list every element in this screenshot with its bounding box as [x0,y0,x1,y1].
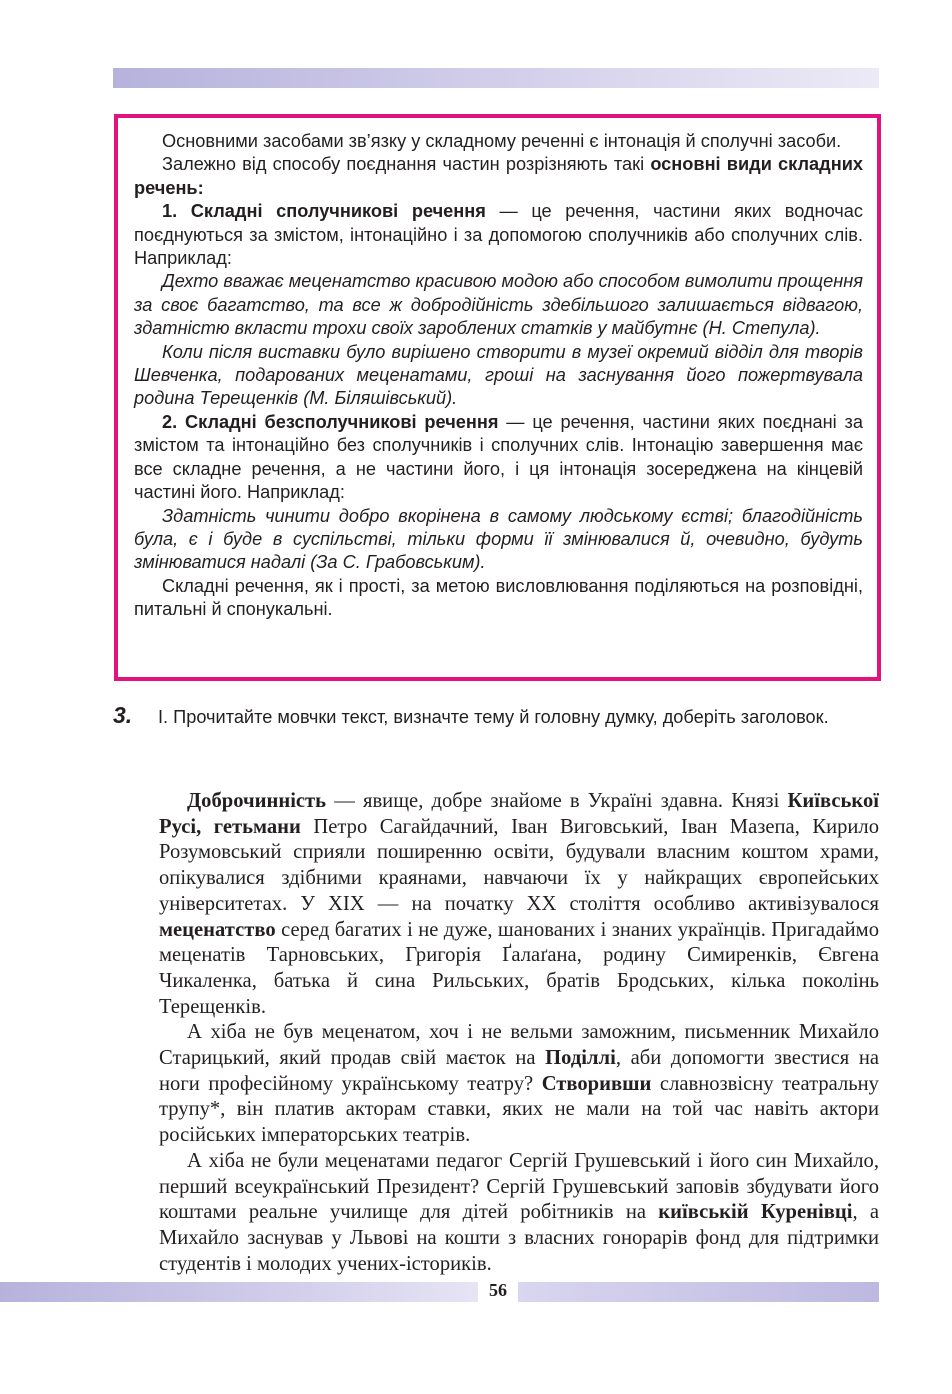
text-paragraph [159,1149,879,1278]
rule-paragraph [134,153,863,200]
rule-paragraph [134,411,863,505]
highlighted-word: київській Куренівці [658,1201,853,1224]
exercise-3 [113,702,879,729]
rule-term: основні види складних речень: [134,154,863,198]
header-decorative-bar [113,68,879,88]
rule-paragraph: Основними засобами зв’язку у складному реченні є інтонація й сполучні засоби. [162,131,842,151]
rule-text: — це речення, частини яких поєднані за змістом та інтонаційно без сполучників і сполучних слів. Інтонацію завершення має все складне речення, а не частини його, і ця інтонація зосереджена на кінцевій частині його. Наприклад: [134,411,863,503]
text-paragraph [159,1020,879,1149]
rule-paragraph: Складні речення, як і прості, за метою висловлювання поділяються на розповідні, питальні й спонукальні. [134,575,863,620]
exercise-number: 3. [113,702,133,728]
exercise-instruction: І. Прочитайте мовчки текст, визначте тему й головну думку, доберіть заголовок. [158,707,829,727]
rule-example: Коли після виставки було вирішено створити в музеї окремий відділ для творів Шевченка, подарованих меценатами, гроші на заснування його пожертвувала родина Терещенків (М. Біляшівський). [134,341,863,409]
text-run: А хіба не були меценатами педагог Сергій Грушевський і його син Михайло, перший всеукраїнський Президент? Сергій Грушевський заповів збудувати його коштами реальне училище для дітей робітників на [159,1149,879,1224]
text-run: , аби допомогти звестися на ноги професійному українському театру? [159,1047,879,1095]
highlighted-word: Поділлі [545,1047,616,1070]
rule-text: — це речення, частини яких водночас поєднуються за змістом, інтонаційно і за допомогою сполучників або сполучних слів. Наприклад: [134,201,863,269]
theory-rule-box [114,114,881,681]
text-run: славнозвісну театральну трупу*, він платив акторам ставки, яких не мали на той час навіть актори російських імператорських театрів. [159,1072,879,1147]
rule-example: Дехто вважає меценатство красивою модою або способом вимолити прощення за своє багатство, та все ж добродійність здебільшого залишається відвагою, здатністю вкласти трохи своїх зароблених статків у майбутнє (Н. Степула). [134,271,863,339]
footer-decorative-bar-right [518,1282,879,1302]
footer-decorative-bar-left [0,1282,478,1302]
highlighted-word: Київської Русі, гетьмани [159,790,879,838]
text-run: , а Михайло заснував у Львові на кошти з власних гонорарів фонд для підтримки студентів і молодих учених-істориків. [159,1201,879,1275]
rule-text: Залежно від способу поєднання частин розрізняють такі [162,154,651,175]
highlighted-word: Створивши [541,1072,652,1095]
page-number: 56 [489,1280,507,1300]
text-run: — явище, добре знайоме в Україні здавна. Князі [326,790,788,812]
text-run: А хіба не був меценатом, хоч і не вельми заможним, письменник Михайло Старицький, який продав свій маєток на [159,1021,879,1070]
highlighted-word: Доброчинність [187,790,327,812]
reading-text [159,789,879,1277]
rule-term: 2. Складні безсполучникові речення [162,411,499,432]
text-run: серед багатих і не дуже, шанованих і знаних українців. Пригадаймо меценатів Тарновських, Григорія Ґалаґана, родину Симиренків, Євгена Чикаленка, батька й сина Рильських, братів Бродських, кілька поколінь Терещенків. [159,918,879,1018]
text-run: Петро Сагайдачний, Іван Виговський, Іван Мазепа, Кирило Розумовський сприяли поширенню освіти, будували власним коштом храми, опікувалися здібними краянами, навчаючи їх у найкращих європейських університетах. У XIX — на початку XX століття особливо активізувалося [159,815,879,915]
rule-example: Здатність чинити добро вкорінена в самому людському єстві; благодійність була, є і буде в суспільстві, тільки форми її змінювалися й, очевидно, будуть змінюватися надалі (За С. Грабовським). [134,505,863,573]
rule-term: 1. Складні сполучникові речення [162,201,486,222]
rule-paragraph [134,200,863,270]
text-paragraph [159,789,879,1020]
highlighted-word: меценатство [159,918,276,941]
